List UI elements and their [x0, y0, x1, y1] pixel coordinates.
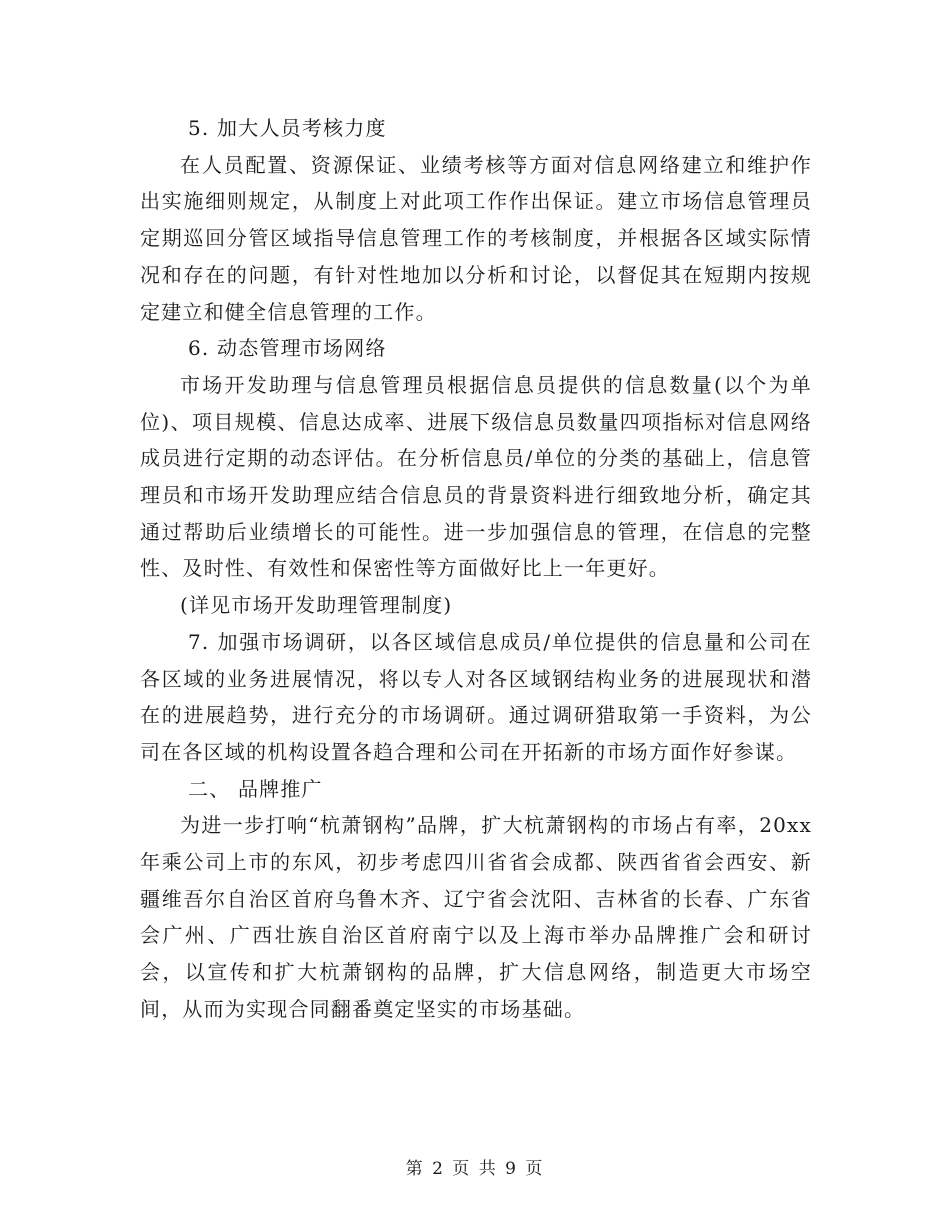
paragraph-staff-assessment: 在人员配置、资源保证、业绩考核等方面对信息网络建立和维护作出实施细则规定，从制度上对此项工作作出保证。建立市场信息管理员定期巡回分管区域指导信息管理工作的考核制度，并根据各区域实际情况和存在的问题，有针对性地加以分析和讨论，以督促其在短期内按规定建立和健全信息管理的工作。	[140, 152, 812, 324]
paragraph-brand-promotion: 为进一步打响“杭萧钢构”品牌，扩大杭萧钢构的市场占有率，20xx年乘公司上市的东风，初步考虑四川省省会成都、陕西省省会西安、新疆维吾尔自治区首府乌鲁木齐、辽宁省会沈阳、吉林省的长春、广东省会广州、广西壮族自治区首府南宁以及上海市举办品牌推广会和研讨会，以宣传和扩大杭萧钢构的品牌，扩大信息网络，制造更大市场空间，从而为实现合同翻番奠定坚实的市场基础。	[140, 813, 812, 1021]
section-heading-6: 6. 动态管理市场网络	[188, 336, 387, 361]
page-number-footer: 第 2 页 共 9 页	[405, 1159, 545, 1179]
paragraph-market-research: 7. 加强市场调研，以各区域信息成员/单位提供的信息量和公司在各区域的业务进展情况，将以专人对各区域钢结构业务的进展现状和潜在的进展趋势，进行充分的市场调研。通过调研猎取第一手资料，为公司在各区域的机构设置各趋合理和公司在开拓新的市场方面作好参谋。	[140, 629, 812, 764]
section-heading-5: 5. 加大人员考核力度	[188, 116, 387, 140]
document-body	[140, 110, 812, 1028]
paragraph-reference-note: (详见市场开发助理管理制度)	[180, 593, 453, 618]
section-heading-brand: 二、 品牌推广	[188, 776, 323, 801]
paragraph-dynamic-management: 市场开发助理与信息管理员根据信息员提供的信息数量(以个为单位)、项目规模、信息达成率、进展下级信息员数量四项指标对信息网络成员进行定期的动态评估。在分析信息员/单位的分类的基础上，信息管理员和市场开发助理应结合信息员的背景资料进行细致地分析，确定其通过帮助后业绩增长的可能性。进一步加强信息的管理，在信息的完整性、及时性、有效性和保密性等方面做好比上一年更好。	[140, 372, 812, 581]
